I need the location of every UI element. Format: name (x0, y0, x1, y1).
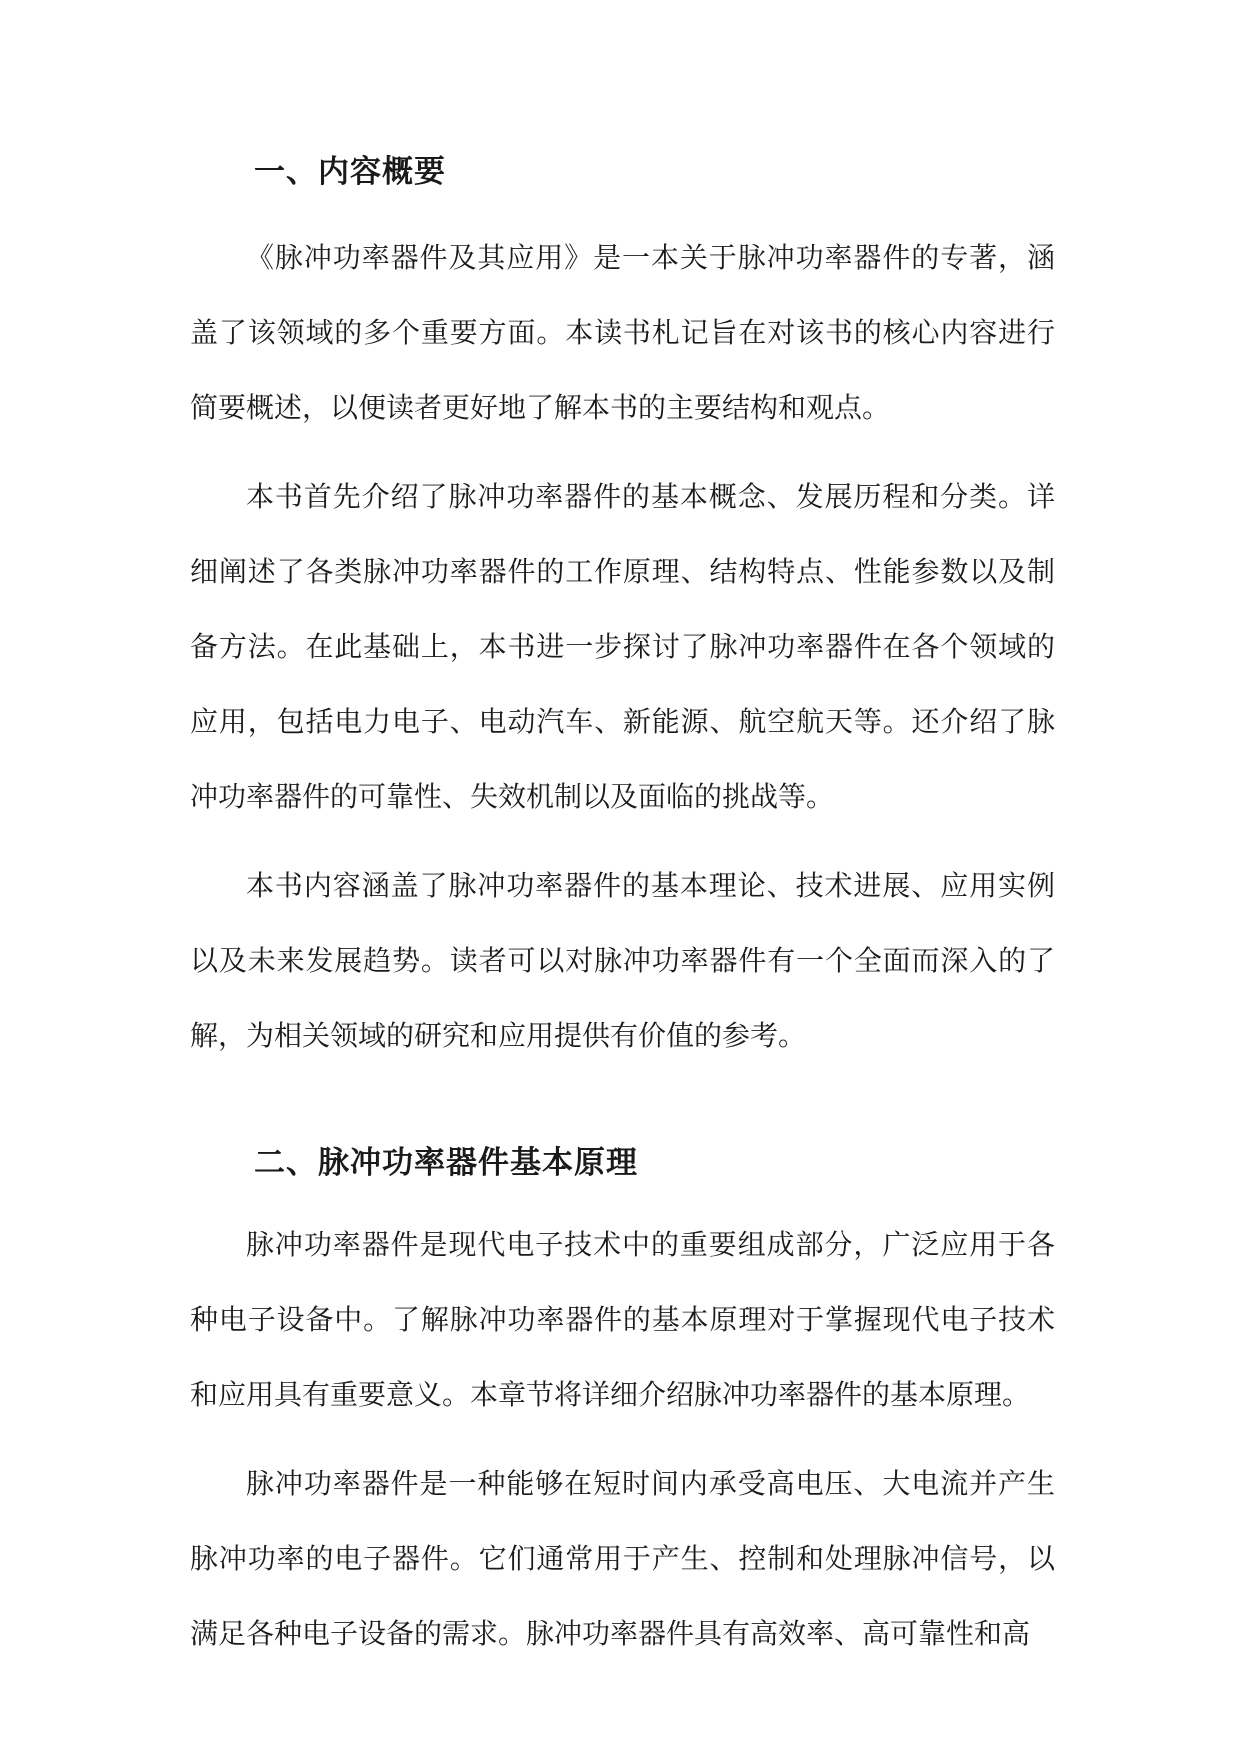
paragraph: 本书内容涵盖了脉冲功率器件的基本理论、技术进展、应用实例以及未来发展趋势。读者可以对脉冲功率器件有一个全面而深入的了解，为相关领域的研究和应用提供有价值的参考。 (190, 869, 1055, 1052)
section-basic-principles (190, 1133, 1055, 1671)
section-heading: 一、内容概要 (254, 154, 446, 190)
section-heading: 二、脉冲功率器件基本原理 (254, 1145, 638, 1181)
section-content-overview (190, 142, 1055, 1073)
paragraph: 脉冲功率器件是现代电子技术中的重要组成部分，广泛应用于各种电子设备中。了解脉冲功率器件的基本原理对于掌握现代电子技术和应用具有重要意义。本章节将详细介绍脉冲功率器件的基本原理。 (190, 1228, 1055, 1411)
paragraph: 《脉冲功率器件及其应用》是一本关于脉冲功率器件的专著，涵盖了该领域的多个重要方面。本读书札记旨在对该书的核心内容进行简要概述，以便读者更好地了解本书的主要结构和观点。 (190, 241, 1055, 424)
page-content (190, 142, 1055, 1671)
paragraph: 脉冲功率器件是一种能够在短时间内承受高电压、大电流并产生脉冲功率的电子器件。它们通常用于产生、控制和处理脉冲信号，以满足各种电子设备的需求。脉冲功率器件具有高效率、高可靠性和高 (190, 1467, 1055, 1650)
paragraph: 本书首先介绍了脉冲功率器件的基本概念、发展历程和分类。详细阐述了各类脉冲功率器件的工作原理、结构特点、性能参数以及制备方法。在此基础上，本书进一步探讨了脉冲功率器件在各个领域的应用，包括电力电子、电动汽车、新能源、航空航天等。还介绍了脉冲功率器件的可靠性、失效机制以及面临的挑战等。 (190, 480, 1055, 813)
